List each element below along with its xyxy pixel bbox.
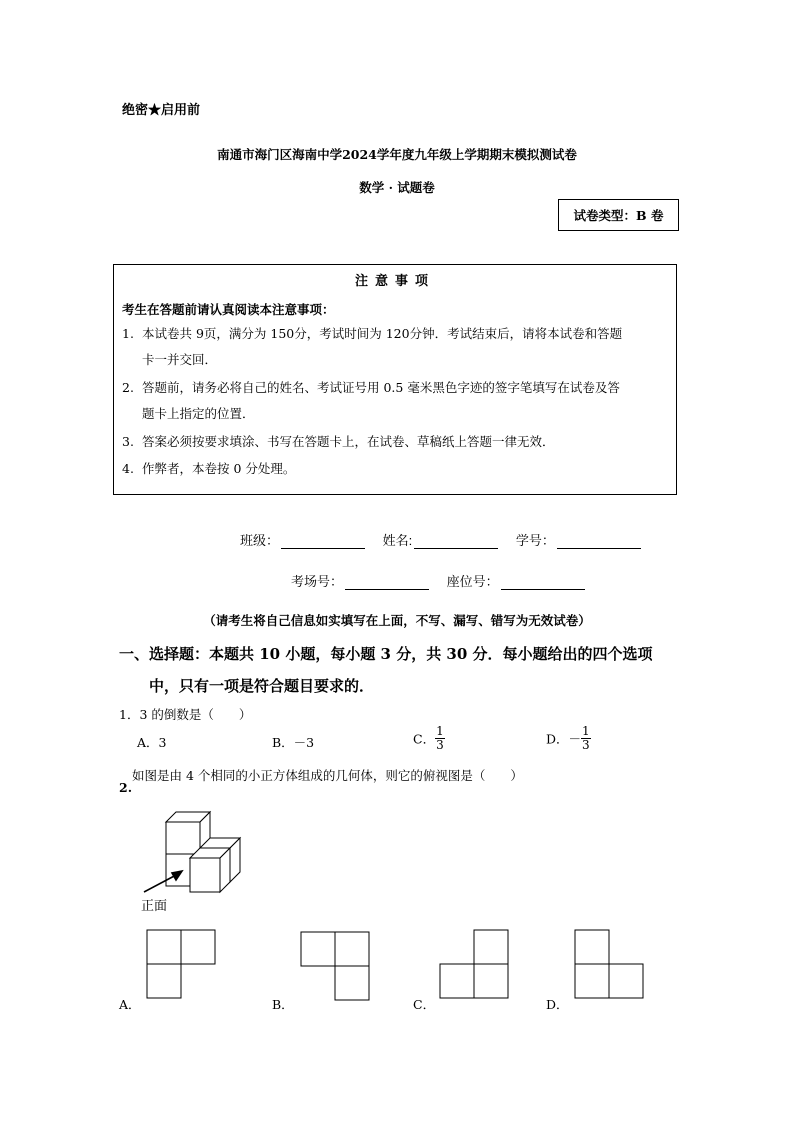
notice-item-number: 2. bbox=[122, 380, 134, 395]
notice-item-continuation: 题卡上指定的位置． bbox=[142, 406, 255, 421]
option-prefix: D．－ bbox=[546, 731, 582, 747]
seat-label: 座位号： bbox=[446, 574, 499, 589]
student-info-row-1 bbox=[240, 530, 641, 549]
notice-item bbox=[122, 321, 622, 373]
numerator: 1 bbox=[436, 724, 444, 738]
section-heading: 一、选择题：本题共 10 小题，每小题 3 分，共 30 分．每小题给出的四个选项 bbox=[119, 645, 653, 663]
notice-item-number: 3. bbox=[122, 434, 134, 449]
name-field[interactable] bbox=[414, 534, 498, 549]
notice-item-number: 1. bbox=[122, 326, 134, 341]
q2-option-c: C． bbox=[413, 997, 436, 1012]
q2-option-a-grid bbox=[146, 929, 218, 1001]
option-prefix: C． bbox=[413, 731, 436, 747]
fraction bbox=[581, 725, 591, 752]
cube-front-face bbox=[190, 858, 220, 892]
exam-title: 南通市海门区海南中学2024学年度九年级上学期期末模拟测试卷 bbox=[217, 147, 577, 162]
q2-option-b-grid bbox=[300, 931, 372, 1003]
denominator: 3 bbox=[436, 738, 444, 752]
paper-type-box bbox=[558, 199, 679, 231]
info-note: （请考生将自己信息如实填写在上面，不写、漏写、错写为无效试卷） bbox=[203, 613, 591, 628]
front-label: 正面 bbox=[141, 898, 168, 913]
question-2-number: 2. bbox=[119, 780, 133, 795]
confidential-label: 绝密★启用前 bbox=[122, 103, 201, 118]
q1-option-b: B．－3 bbox=[272, 735, 315, 750]
notice-item bbox=[122, 456, 295, 482]
notice-intro: 考生在答题前请认真阅读本注意事项： bbox=[122, 302, 335, 317]
cube-front-face bbox=[166, 822, 200, 854]
class-label: 班级： bbox=[240, 533, 280, 548]
student-info-row-2 bbox=[291, 571, 585, 590]
question-2-stem: 如图是由 4 个相同的小正方体组成的几何体，则它的俯视图是（ ） bbox=[132, 768, 523, 783]
paper-type-label: 试卷类型：B 卷 bbox=[573, 208, 664, 223]
q2-option-b: B． bbox=[272, 997, 294, 1012]
notice-item-number: 4. bbox=[122, 461, 134, 476]
name-label: 姓名: bbox=[382, 533, 413, 548]
question-1-stem: 1．3 的倒数是（ ） bbox=[119, 707, 252, 722]
cube-figure bbox=[138, 808, 248, 896]
q1-option-c bbox=[413, 725, 445, 752]
exam-room-field[interactable] bbox=[345, 575, 429, 590]
student-id-label: 学号： bbox=[515, 533, 555, 548]
q2-option-d: D． bbox=[546, 997, 569, 1012]
q2-option-c-grid bbox=[439, 929, 511, 1001]
student-id-field[interactable] bbox=[557, 534, 641, 549]
notice-item bbox=[122, 375, 620, 427]
notice-item-continuation: 卡一并交回． bbox=[142, 352, 218, 367]
notice-box bbox=[113, 264, 677, 495]
numerator: 1 bbox=[582, 724, 590, 738]
notice-item-text: 作弊者，本卷按 0 分处理。 bbox=[142, 461, 296, 476]
exam-room-label: 考场号： bbox=[291, 574, 344, 589]
class-field[interactable] bbox=[281, 534, 365, 549]
exam-subtitle: 数学 · 试题卷 bbox=[359, 180, 435, 195]
notice-item-text: 答案必须按要求填涂、书写在答题卡上，在试卷、草稿纸上答题一律无效． bbox=[142, 434, 555, 449]
section-heading-continuation: 中，只有一项是符合题目要求的． bbox=[149, 677, 375, 695]
notice-title: 注意事项 bbox=[354, 274, 435, 289]
q1-option-d bbox=[546, 725, 591, 752]
notice-item-text: 答题前，请务必将自己的姓名、考试证号用 0.5 毫米黑色字迹的签字笔填写在试卷及答 bbox=[142, 380, 620, 395]
notice-item bbox=[122, 429, 555, 455]
fraction bbox=[435, 725, 445, 752]
q2-option-d-grid bbox=[574, 929, 646, 1001]
denominator: 3 bbox=[582, 738, 590, 752]
q2-option-a: A． bbox=[119, 997, 141, 1012]
notice-item-text: 本试卷共 9页，满分为 150分，考试时间为 120分钟．考试结束后，请将本试卷和答题 bbox=[142, 326, 623, 341]
seat-field[interactable] bbox=[501, 575, 585, 590]
q1-option-a: A．3 bbox=[137, 735, 167, 750]
